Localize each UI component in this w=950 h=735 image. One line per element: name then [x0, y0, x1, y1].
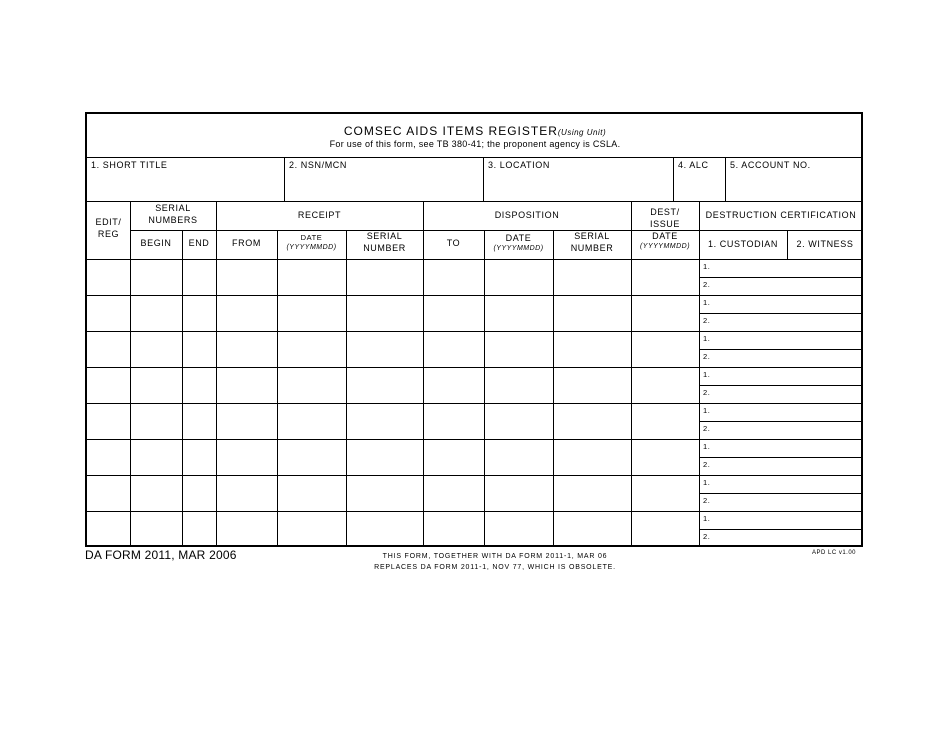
- rule: [87, 201, 863, 202]
- witness-line[interactable]: 2.: [703, 460, 711, 469]
- form-title: [87, 123, 863, 139]
- cert-divider: [699, 277, 863, 278]
- column-rule: [553, 230, 554, 547]
- supersession-line: THIS FORM, TOGETHER WITH DA FORM 2011-1, MAR 06: [382, 553, 608, 560]
- rule: [699, 230, 863, 231]
- column-rule: [484, 230, 485, 547]
- date-format-hint: (YYYYMMDD): [639, 243, 691, 250]
- row-rule: [87, 367, 863, 368]
- supersession-notice: [330, 551, 660, 573]
- cert-divider: [699, 349, 863, 350]
- custodian-line[interactable]: 1.: [703, 334, 711, 343]
- from-header: FROM: [232, 238, 261, 248]
- witness-line[interactable]: 2.: [703, 496, 711, 505]
- form-id: DA FORM 2011, MAR 2006: [85, 548, 237, 562]
- row-rule: [87, 511, 863, 512]
- custodian-line[interactable]: 1.: [703, 406, 711, 415]
- edit-reg-header: EDIT/: [95, 217, 122, 227]
- short-title-field[interactable]: 1. SHORT TITLE: [91, 160, 168, 170]
- cert-divider: [699, 457, 863, 458]
- register-form: [85, 112, 863, 547]
- row-rule: [87, 403, 863, 404]
- column-rule: [130, 201, 131, 547]
- column-rule: [182, 230, 183, 547]
- begin-header: BEGIN: [140, 238, 172, 248]
- end-header: END: [188, 238, 210, 248]
- version-label: APD LC v1.00: [812, 550, 857, 556]
- serial-numbers-header: NUMBERS: [148, 215, 198, 225]
- column-rule: [631, 201, 632, 547]
- date-format-hint: (YYYYMMDD): [286, 244, 337, 251]
- custodian-line[interactable]: 1.: [703, 262, 711, 271]
- title-qualifier: (Using Unit): [557, 128, 607, 137]
- dest-issue-header: DATE: [652, 231, 678, 241]
- serial-numbers-header: SERIAL: [155, 203, 191, 213]
- disposition-header: DISPOSITION: [494, 210, 560, 220]
- cert-divider: [699, 493, 863, 494]
- nsn-mcn-field[interactable]: 2. NSN/MCN: [289, 160, 348, 170]
- rule: [87, 259, 863, 260]
- dest-issue-header: ISSUE: [649, 219, 680, 229]
- witness-line[interactable]: 2.: [703, 388, 711, 397]
- column-rule: [423, 201, 424, 547]
- custodian-line[interactable]: 1.: [703, 514, 711, 523]
- column-rule: [346, 230, 347, 547]
- cert-divider: [699, 385, 863, 386]
- edit-reg-header: REG: [97, 229, 120, 239]
- dest-issue-header: DEST/: [650, 207, 680, 217]
- date-format-hint: (YYYYMMDD): [493, 245, 544, 252]
- receipt-header: RECEIPT: [297, 210, 342, 220]
- custodian-line[interactable]: 1.: [703, 442, 711, 451]
- rule: [725, 157, 726, 201]
- column-rule: [216, 201, 217, 547]
- custodian-line[interactable]: 1.: [703, 370, 711, 379]
- witness-line[interactable]: 2.: [703, 352, 711, 361]
- custodian-line[interactable]: 1.: [703, 478, 711, 487]
- witness-line[interactable]: 2.: [703, 280, 711, 289]
- receipt-serial-header: NUMBER: [363, 243, 406, 253]
- supersession-line: REPLACES DA FORM 2011-1, NOV 77, WHICH IS OBSOLETE.: [374, 564, 616, 571]
- disposition-serial-header: NUMBER: [570, 243, 614, 253]
- cert-divider: [699, 313, 863, 314]
- row-rule: [87, 331, 863, 332]
- disposition-serial-header: SERIAL: [574, 231, 610, 241]
- cert-divider: [699, 529, 863, 530]
- column-rule: [277, 230, 278, 547]
- rule: [483, 157, 484, 201]
- alc-field[interactable]: 4. ALC: [678, 160, 709, 170]
- witness-line[interactable]: 2.: [703, 532, 711, 541]
- rule: [284, 157, 285, 201]
- witness-line[interactable]: 2.: [703, 424, 711, 433]
- witness-line[interactable]: 2.: [703, 316, 711, 325]
- receipt-date-header: DATE: [300, 233, 323, 242]
- to-header: TO: [446, 238, 461, 248]
- destruction-certification-header: DESTRUCTION CERTIFICATION: [705, 210, 857, 220]
- custodian-header: 1. CUSTODIAN: [707, 239, 779, 249]
- row-rule: [87, 475, 863, 476]
- custodian-line[interactable]: 1.: [703, 298, 711, 307]
- column-rule: [699, 201, 700, 547]
- disposition-date-header: DATE: [505, 233, 532, 243]
- row-rule: [87, 295, 863, 296]
- witness-header: 2. WITNESS: [796, 239, 854, 249]
- rule: [673, 157, 674, 201]
- rule: [87, 157, 863, 158]
- account-no-field[interactable]: 5. ACCOUNT NO.: [730, 160, 811, 170]
- location-field[interactable]: 3. LOCATION: [488, 160, 550, 170]
- receipt-serial-header: SERIAL: [366, 231, 403, 241]
- cert-divider: [699, 421, 863, 422]
- row-rule: [87, 439, 863, 440]
- title-text: COMSEC AIDS ITEMS REGISTER: [343, 124, 558, 138]
- form-instruction: For use of this form, see TB 380-41; the proponent agency is CSLA.: [329, 139, 621, 149]
